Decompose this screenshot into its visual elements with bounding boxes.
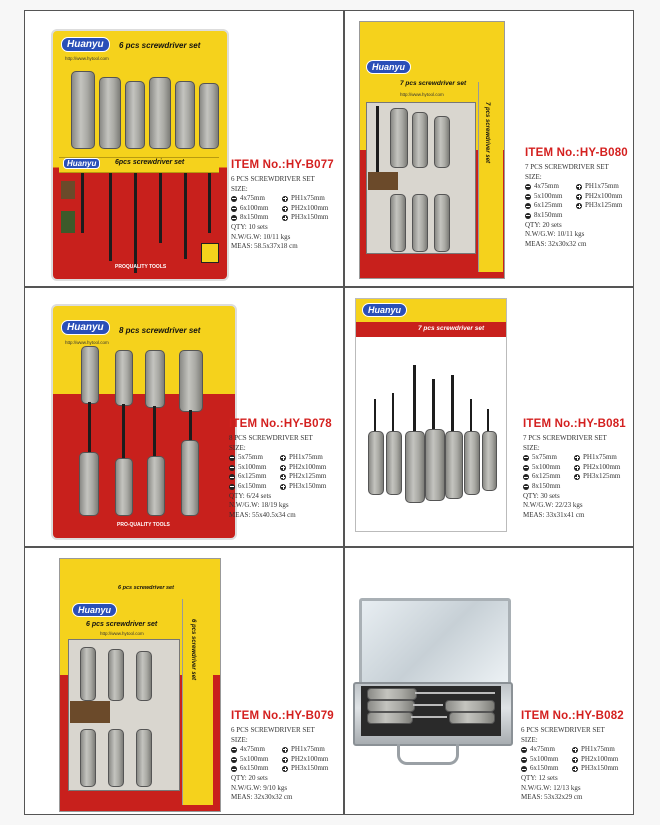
slotted-icon [231,206,237,212]
slotted-icon [523,465,529,471]
brand-logo-small: Huanyu [63,158,100,169]
screwdriver-shaft [88,402,91,452]
slotted-icon [231,196,237,202]
phillips-icon [572,757,578,763]
slotted-icon [521,766,527,772]
size-row: 8x150mm PH3x150mm [231,213,333,223]
spec-size-label: SIZE: [231,184,248,193]
product-photo [353,594,513,784]
size-row: 8x150mm [523,482,625,492]
size-row: 5x100mm PH2x100mm [231,755,333,765]
screwdriver-handle [80,729,96,787]
phillips-icon [576,194,582,200]
case-handle [397,744,459,765]
pack-label: 6 pcs screwdriver set [86,621,158,628]
spec-meas: MEAS: 32x30x32 cm [525,239,587,248]
spec-meas: MEAS: 55x40.5x34 cm [229,510,296,519]
screwdriver-shaft [374,399,376,431]
phillips-icon [282,206,288,212]
screwdriver-handle [81,346,99,404]
spec-qty: QTY: 6/24 sets [229,491,272,500]
spec-meas: MEAS: 33x31x41 cm [523,510,585,519]
pack-url: http://www.hytool.com [65,56,109,61]
pack-url: http://www.hytool.com [400,92,444,97]
size-row: 6x150mm PH3x150mm [231,764,333,774]
slotted-icon [521,757,527,763]
spec-qty: QTY: 20 sets [231,773,268,782]
spec-block [521,726,623,803]
pack-top-label: 6 pcs screwdriver set [118,585,174,591]
screwdriver-handle [136,651,152,701]
size-row: 4x75mm PH1x75mm [231,745,333,755]
phillips-icon [282,747,288,753]
size-row: 5x75mm PH1x75mm [523,453,625,463]
size-row: 4x75mm PH1x75mm [231,194,333,204]
brand-logo: Huanyu [362,303,407,317]
screwdriver-shaft [487,409,489,431]
spec-name: 7 PCS SCREWDRIVER SET [523,434,607,442]
spec-size-label: SIZE: [523,443,540,452]
product-panel-hy-b080 [344,10,634,287]
screwdriver-handle [434,116,450,168]
spec-weight: N.W/G.W: 22/23 kgs [523,501,583,510]
slotted-icon [523,484,529,490]
spec-weight: N.W/G.W: 18/19 kgs [229,501,289,510]
screwdriver-shaft [415,692,495,694]
spec-block [231,175,333,252]
spec-block [229,434,331,520]
screwdriver-handle [79,452,99,516]
usage-photo [61,181,75,199]
screwdriver-shaft [432,379,435,429]
item-number: ITEM No.:HY-B082 [521,710,624,722]
spec-weight: N.W/G.W: 10/11 kgs [231,232,291,241]
pack-label: 7 pcs screwdriver set [418,325,485,332]
spec-size-label: SIZE: [525,172,542,181]
screwdriver-handle [425,429,445,501]
screwdriver-shaft [451,375,454,431]
phillips-icon [572,766,578,772]
size-row: 6x100mm PH2x100mm [231,204,333,214]
screwdriver-handle [115,350,133,406]
slotted-icon [229,465,235,471]
phillips-icon [574,455,580,461]
phillips-icon [282,766,288,772]
pack-url: http://www.hytool.com [100,631,144,636]
spec-qty: QTY: 12 sets [521,773,558,782]
size-row: 6x125mm PH3x125mm [525,201,627,211]
screwdriver-handle [71,71,95,149]
item-number: ITEM No.:HY-B079 [231,710,334,722]
screwdriver-handle [147,456,165,516]
phillips-icon [280,465,286,471]
slotted-icon [525,213,531,219]
screwdriver-shaft [184,173,187,259]
phillips-icon [282,215,288,221]
slotted-icon [521,747,527,753]
phillips-icon [280,474,286,480]
side-strip [182,599,213,805]
item-number: ITEM No.:HY-B080 [525,147,628,159]
screwdriver-handle [108,729,124,787]
slotted-icon [525,203,531,209]
product-photo [51,304,237,540]
screwdriver-handle [445,700,495,712]
screwdriver-handle [368,431,384,495]
product-panel-hy-b079 [24,547,344,815]
product-photo [59,558,221,812]
spec-name: 6 PCS SCREWDRIVER SET [521,726,605,734]
size-row: 5x100mm PH2x100mm [521,755,623,765]
product-photo [355,298,507,532]
screwdriver-handle [367,712,413,724]
pack-footer: PRO-QUALITY TOOLS [117,522,170,528]
size-row: 5x100mm PH2x100mm [525,192,627,202]
size-row: 6x150mm PH3x150mm [521,764,623,774]
spec-name: 6 PCS SCREWDRIVER SET [231,175,315,183]
screwdriver-handle [412,112,428,168]
brand-logo: Huanyu [61,37,110,52]
usage-photo [61,211,75,233]
spec-meas: MEAS: 53x32x29 cm [521,793,583,802]
usage-photo [368,172,398,190]
slotted-icon [231,747,237,753]
spec-qty: QTY: 20 sets [525,220,562,229]
screwdriver-handle [445,431,463,499]
spec-name: 6 PCS SCREWDRIVER SET [231,726,315,734]
screwdriver-handle [434,194,450,252]
slotted-icon [229,484,235,490]
phillips-icon [282,757,288,763]
screwdriver-shaft [392,393,394,431]
product-panel-hy-b077 [24,10,344,287]
spec-qty: QTY: 10 sets [231,222,268,231]
screwdriver-shaft [470,399,472,431]
product-photo [359,21,505,279]
slotted-icon [229,474,235,480]
spec-size-label: SIZE: [231,735,248,744]
pack-label: 6 pcs screwdriver set [119,41,201,50]
spec-block [523,434,625,520]
slotted-icon [231,215,237,221]
slotted-icon [525,184,531,190]
size-row: 8x150mm [525,211,627,221]
usage-photo [70,701,110,723]
warning-badge [201,243,219,263]
phillips-icon [572,747,578,753]
size-row: 5x100mm PH2x100mm [523,463,625,473]
screwdriver-shaft [189,410,192,440]
item-number: ITEM No.:HY-B077 [231,159,334,171]
product-panel-hy-b078 [24,287,344,547]
screwdriver-handle [390,108,408,168]
phillips-icon [282,196,288,202]
spec-name: 8 PCS SCREWDRIVER SET [229,434,313,442]
screwdriver-handle [125,81,145,149]
screwdriver-shaft [81,173,84,233]
slotted-icon [231,766,237,772]
screwdriver-handle [449,712,495,724]
screwdriver-shaft [109,173,112,261]
spec-block [525,163,627,249]
screwdriver-handle [115,458,133,516]
product-panel-hy-b082 [344,547,634,815]
phillips-icon [574,465,580,471]
brand-logo: Huanyu [72,603,117,617]
screwdriver-shaft [153,406,156,456]
case-lid [359,598,511,690]
pack-label: 7 pcs screwdriver set [400,80,467,87]
screwdriver-handle [145,350,165,408]
slotted-icon [523,474,529,480]
size-row: 6x125mm PH2x125mm [229,472,331,482]
spec-meas: MEAS: 58.5x37x18 cm [231,242,298,251]
item-number: ITEM No.:HY-B081 [523,418,626,430]
screwdriver-shaft [122,404,125,458]
spec-weight: N.W/G.W: 10/11 kgs [525,230,585,239]
spec-meas: MEAS: 32x30x32 cm [231,793,293,802]
pack-url: http://www.hytool.com [65,340,109,345]
slotted-icon [229,455,235,461]
screwdriver-handle [367,688,417,700]
phillips-icon [576,184,582,190]
brand-logo: Huanyu [61,320,110,335]
screwdriver-handle [80,647,96,701]
screwdriver-handle [405,431,425,503]
screwdriver-handle [181,440,199,516]
spec-block [231,726,333,803]
spec-qty: QTY: 30 sets [523,491,560,500]
screwdriver-shaft [208,173,211,233]
screwdriver-handle [199,83,219,149]
size-row: 5x100mm PH2x100mm [229,463,331,473]
pack-footer: PROQUALITY TOOLS [115,264,167,270]
screwdriver-handle [136,729,152,787]
size-row: 6x150mm PH3x150mm [229,482,331,492]
screwdriver-handle [464,431,480,495]
spec-size-label: SIZE: [229,443,246,452]
pack-label-small: 6pcs screwdriver set [115,159,185,166]
product-panel-hy-b081 [344,287,634,547]
spec-size-label: SIZE: [521,735,538,744]
slotted-icon [523,455,529,461]
screwdriver-handle [149,77,171,149]
slotted-icon [231,757,237,763]
size-row: 6x125mm PH3x125mm [523,472,625,482]
side-label: 7 pcs screwdriver set [484,102,490,164]
slotted-icon [525,194,531,200]
spec-weight: N.W/G.W: 12/13 kgs [521,783,581,792]
screwdriver-handle [175,81,195,149]
side-label: 6 pcs screwdriver set [190,619,196,681]
screwdriver-handle [99,77,121,149]
phillips-icon [574,474,580,480]
screwdriver-shaft [134,173,137,273]
item-number: ITEM No.:HY-B078 [229,418,332,430]
size-row: 4x75mm PH1x75mm [525,182,627,192]
screwdriver-handle [390,194,406,252]
phillips-icon [280,484,286,490]
screwdriver-handle [386,431,402,495]
screwdriver-handle [108,649,124,701]
side-strip [478,82,503,272]
screwdriver-handle [412,194,428,252]
spec-weight: N.W/G.W: 9/10 kgs [231,783,288,792]
size-row: 4x75mm PH1x75mm [521,745,623,755]
pack-label: 8 pcs screwdriver set [119,326,201,335]
screwdriver-handle [179,350,203,412]
screwdriver-handle [482,431,497,491]
screwdriver-shaft [413,704,443,706]
product-photo [51,29,229,281]
screwdriver-shaft [411,716,447,718]
screwdriver-shaft [159,173,162,243]
screwdriver-handle [367,700,415,712]
phillips-icon [576,203,582,209]
phillips-icon [280,455,286,461]
brand-logo: Huanyu [366,60,411,74]
size-row: 5x75mm PH1x75mm [229,453,331,463]
screwdriver-shaft [413,365,416,431]
spec-name: 7 PCS SCREWDRIVER SET [525,163,609,171]
